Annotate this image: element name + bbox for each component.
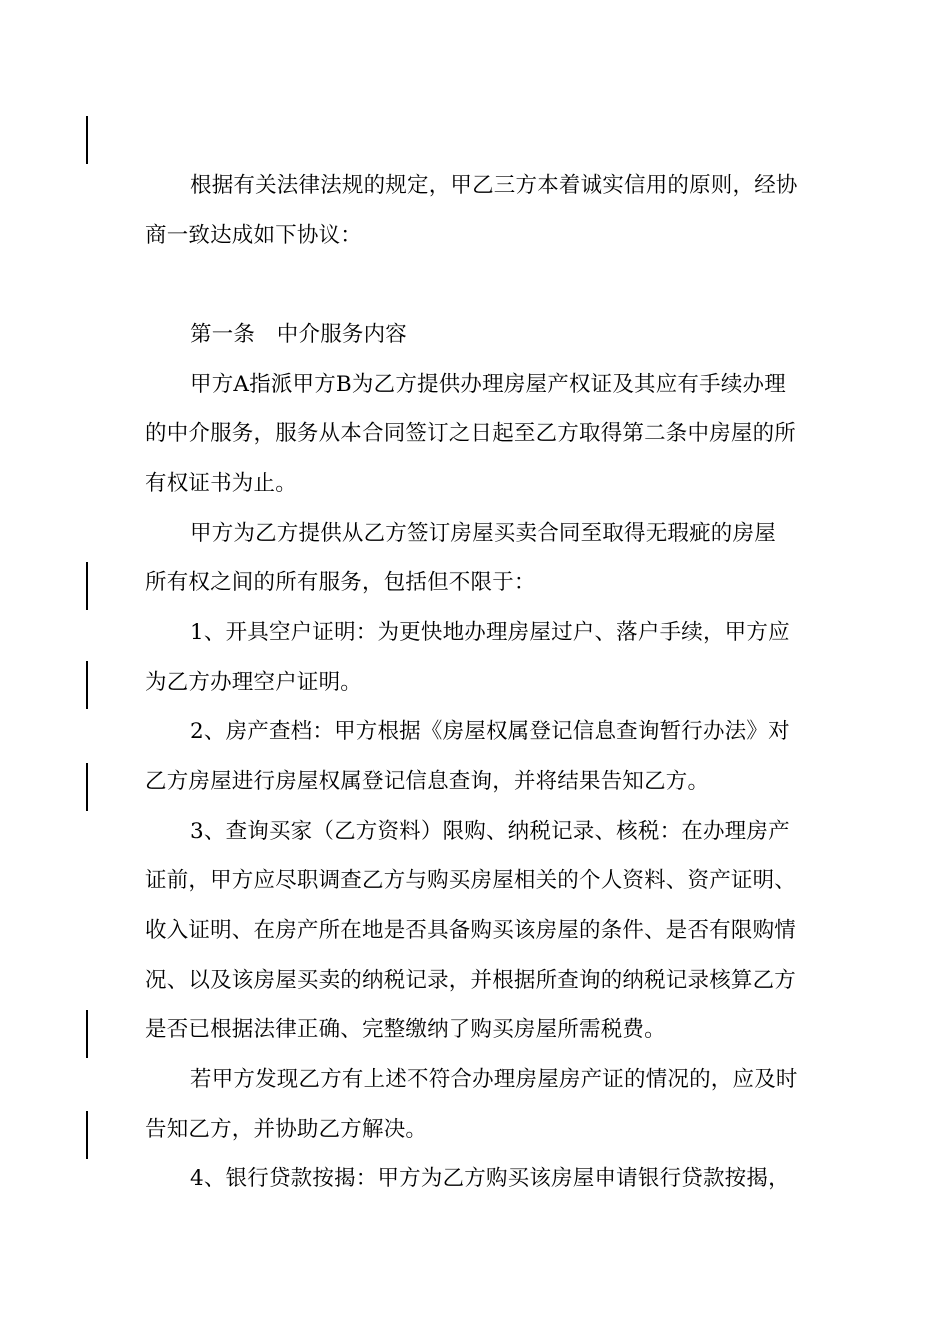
revision-bar — [86, 1010, 88, 1058]
revision-bar — [86, 116, 88, 164]
paragraph-line: 根据有关法律法规的规定，甲乙三方本着诚实信用的原则，经协 — [190, 173, 798, 198]
paragraph-line: 甲方A指派甲方B为乙方提供办理房屋产权证及其应有手续办理 — [190, 372, 786, 397]
list-item-line: 为乙方办理空户证明。 — [145, 670, 363, 695]
paragraph-line: 有权证书为止。 — [145, 471, 297, 496]
list-item-line: 2、房产查档：甲方根据《房屋权属登记信息查询暂行办法》对 — [190, 719, 790, 744]
revision-bar — [86, 661, 88, 709]
revision-bar — [86, 562, 88, 610]
list-item-line: 收入证明、在房产所在地是否具备购买该房屋的条件、是否有限购情 — [145, 918, 797, 943]
paragraph-line: 甲方为乙方提供从乙方签订房屋买卖合同至取得无瑕疵的房屋 — [190, 521, 776, 546]
list-item-line: 4、银行贷款按揭：甲方为乙方购买该房屋申请银行贷款按揭， — [190, 1166, 790, 1191]
paragraph-line: 若甲方发现乙方有上述不符合办理房屋房产证的情况的，应及时 — [190, 1067, 798, 1092]
list-item-line: 况、以及该房屋买卖的纳税记录，并根据所查询的纳税记录核算乙方 — [145, 968, 797, 993]
paragraph-line: 告知乙方，并协助乙方解决。 — [145, 1117, 428, 1142]
revision-bar — [86, 1111, 88, 1159]
paragraph-line: 的中介服务，服务从本合同签订之日起至乙方取得第二条中房屋的所 — [145, 421, 797, 446]
paragraph-line: 所有权之间的所有服务，包括但不限于： — [145, 570, 536, 595]
revision-bar — [86, 763, 88, 811]
list-item-line: 3、查询买家（乙方资料）限购、纳税记录、核税：在办理房产 — [190, 819, 790, 844]
section-heading: 第一条 中介服务内容 — [190, 322, 408, 347]
list-item-line: 证前，甲方应尽职调查乙方与购买房屋相关的个人资料、资产证明、 — [145, 868, 797, 893]
list-item-line: 乙方房屋进行房屋权属登记信息查询，并将结果告知乙方。 — [145, 769, 710, 794]
list-item-line: 是否已根据法律正确、完整缴纳了购买房屋所需税费。 — [145, 1017, 666, 1042]
paragraph-line: 商一致达成如下协议： — [145, 223, 363, 248]
list-item-line: 1、开具空户证明：为更快地办理房屋过户、落户手续，甲方应 — [190, 620, 790, 645]
